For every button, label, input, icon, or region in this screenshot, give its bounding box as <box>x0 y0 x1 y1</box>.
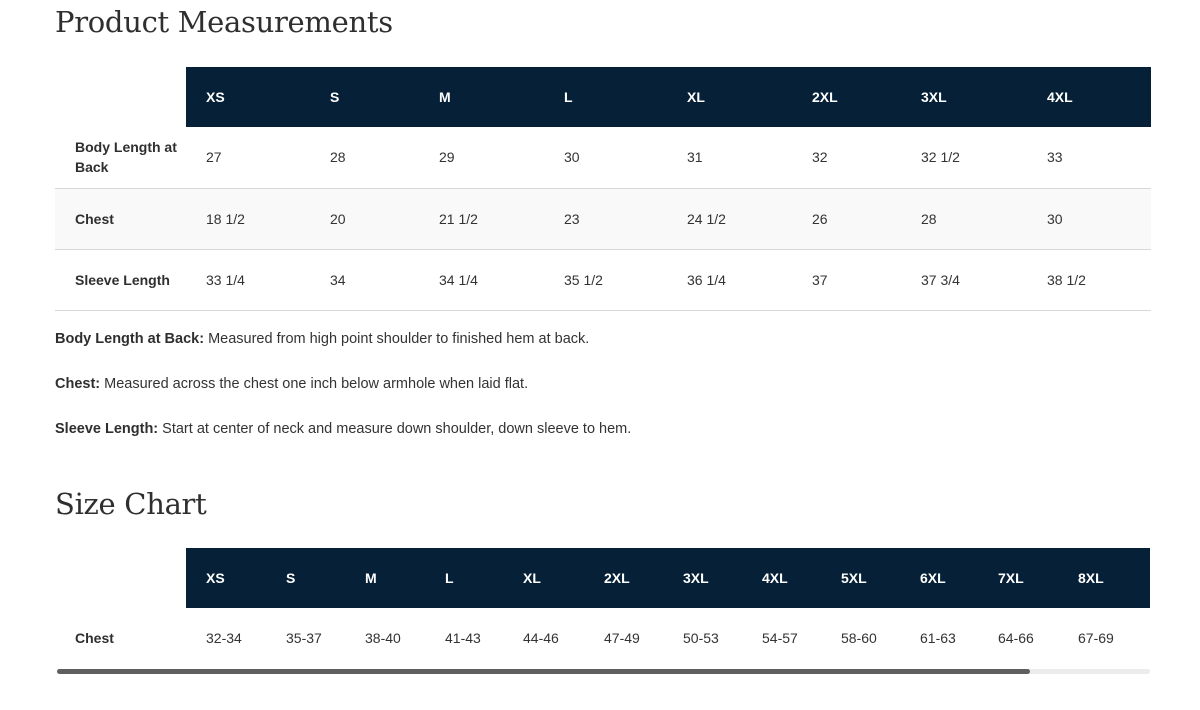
size-range-cell: 58-60 <box>841 630 877 646</box>
size-range-cell: 67-69 <box>1078 630 1114 646</box>
header-corner-cell <box>55 67 186 127</box>
product-measurements-title: Product Measurements <box>55 5 393 39</box>
row-label-body-length: Body Length at Back <box>55 127 186 188</box>
note-text: Measured across the chest one inch below armhole when laid flat. <box>100 376 529 392</box>
measurement-cell: 34 1/4 <box>419 249 544 310</box>
table-row <box>55 249 1151 310</box>
size-header-cell: 3XL <box>663 548 742 608</box>
size-header-cell: XS <box>186 548 266 608</box>
table-row <box>55 127 1151 188</box>
row-label-chest: Chest <box>75 630 114 646</box>
size-range-cell: 35-37 <box>286 630 322 646</box>
size-range-cell: 47-49 <box>604 630 640 646</box>
size-header-cell: 8XL <box>1058 548 1150 608</box>
size-header-cell: 2XL <box>792 67 901 127</box>
size-range-cell: 54-57 <box>762 630 798 646</box>
measurement-cell: 33 <box>1027 127 1151 188</box>
note-text: Start at center of neck and measure down shoulder, down sleeve to hem. <box>158 421 632 437</box>
size-range-cell: 38-40 <box>365 630 401 646</box>
measurement-cell: 29 <box>419 127 544 188</box>
size-header-cell: 2XL <box>584 548 663 608</box>
measurement-cell: 26 <box>792 188 901 249</box>
horizontal-scrollbar[interactable] <box>57 669 1150 674</box>
size-range-cell: 50-53 <box>683 630 719 646</box>
measurement-cell: 20 <box>310 188 419 249</box>
scrollbar-thumb[interactable] <box>57 669 1030 674</box>
size-range-cell: 32-34 <box>206 630 242 646</box>
measurement-cell: 38 1/2 <box>1027 249 1151 310</box>
note-text: Measured from high point shoulder to finished hem at back. <box>204 331 590 347</box>
measurement-cell: 33 1/4 <box>186 249 310 310</box>
size-header-cell: 5XL <box>821 548 900 608</box>
note-term: Sleeve Length: <box>55 421 159 437</box>
measurement-cell: 18 1/2 <box>186 188 310 249</box>
size-range-cell: 64-66 <box>998 630 1034 646</box>
measurement-cell: 37 3/4 <box>901 249 1027 310</box>
size-header-cell: 3XL <box>901 67 1027 127</box>
size-header-cell: 4XL <box>742 548 821 608</box>
size-header-row <box>55 67 1151 127</box>
note-sleeve-length <box>55 421 631 437</box>
note-term: Chest: <box>55 376 101 392</box>
row-label-chest: Chest <box>55 188 186 249</box>
size-chart-title: Size Chart <box>55 487 207 521</box>
size-header-cell: 4XL <box>1027 67 1151 127</box>
size-range-cell: 41-43 <box>445 630 481 646</box>
size-range-cell: 44-46 <box>523 630 559 646</box>
row-label-sleeve-length: Sleeve Length <box>55 249 186 310</box>
measurement-cell: 34 <box>310 249 419 310</box>
size-header-cell: S <box>266 548 345 608</box>
table-row <box>55 188 1151 249</box>
size-header-row <box>55 548 1150 608</box>
note-chest <box>55 376 528 392</box>
measurement-cell: 30 <box>1027 188 1151 249</box>
size-header-cell: 7XL <box>978 548 1058 608</box>
header-corner-cell <box>55 548 186 608</box>
note-body-length <box>55 331 589 347</box>
size-header-cell: XS <box>186 67 310 127</box>
size-header-cell: S <box>310 67 419 127</box>
measurement-cell: 36 1/4 <box>667 249 792 310</box>
size-header-cell: M <box>419 67 544 127</box>
size-header-cell: XL <box>667 67 792 127</box>
note-term: Body Length at Back: <box>55 331 205 347</box>
measurement-cell: 37 <box>792 249 901 310</box>
measurement-cell: 32 <box>792 127 901 188</box>
size-chart-table <box>55 548 1150 668</box>
measurement-cell: 30 <box>544 127 667 188</box>
product-measurements-table <box>55 67 1151 311</box>
measurement-cell: 24 1/2 <box>667 188 792 249</box>
measurement-cell: 28 <box>310 127 419 188</box>
size-header-cell: L <box>425 548 503 608</box>
measurement-cell: 28 <box>901 188 1027 249</box>
measurement-cell: 21 1/2 <box>419 188 544 249</box>
size-header-cell: M <box>345 548 425 608</box>
size-header-cell: 6XL <box>900 548 978 608</box>
measurement-cell: 32 1/2 <box>901 127 1027 188</box>
measurement-cell: 35 1/2 <box>544 249 667 310</box>
measurement-cell: 27 <box>186 127 310 188</box>
measurement-cell: 23 <box>544 188 667 249</box>
measurement-cell: 31 <box>667 127 792 188</box>
size-header-cell: XL <box>503 548 584 608</box>
table-row <box>55 608 1150 668</box>
size-range-cell: 61-63 <box>920 630 956 646</box>
size-header-cell: L <box>544 67 667 127</box>
